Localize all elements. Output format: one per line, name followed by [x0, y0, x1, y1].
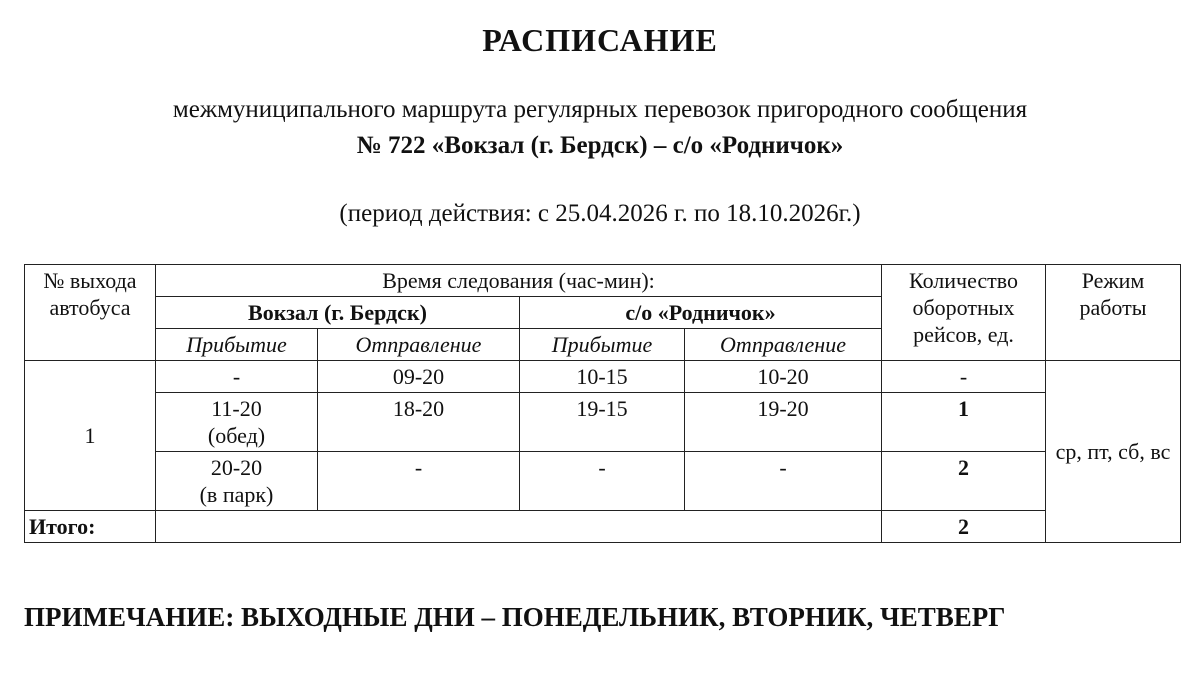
trip-count-cell: 1 [882, 393, 1046, 452]
schedule-note: ПРИМЕЧАНИЕ: ВЫХОДНЫЕ ДНИ – ПОНЕДЕЛЬНИК, ВТОРНИК, ЧЕТВЕРГ [24, 602, 1006, 632]
rodnichok-arrival-cell: 19-15 [520, 393, 685, 452]
header-station-vokzal: Вокзал (г. Бердск) [156, 297, 520, 329]
vokzal-departure-cell: - [318, 452, 520, 511]
operating-mode-cell: ср, пт, сб, вс [1046, 361, 1181, 543]
vokzal-arrival-cell: - [156, 361, 318, 393]
rodnichok-departure-cell: 19-20 [685, 393, 882, 452]
rodnichok-arrival-cell: 10-15 [520, 361, 685, 393]
arrival-note: (в парк) [199, 482, 274, 507]
vokzal-departure-cell: 09-20 [318, 361, 520, 393]
arrival-note: (обед) [207, 423, 266, 448]
route-description [0, 92, 1200, 164]
table-row [25, 361, 1181, 393]
rodnichok-departure-cell: 10-20 [685, 361, 882, 393]
header-vokzal-arrival: Прибытие [156, 329, 318, 361]
arrival-time: 11-20 [211, 396, 262, 421]
rodnichok-arrival-cell: - [520, 452, 685, 511]
total-spacer [156, 511, 882, 543]
arrival-time: 20-20 [210, 455, 263, 480]
header-vokzal-departure: Отправление [318, 329, 520, 361]
header-operating-mode: Режим работы [1046, 265, 1181, 361]
vokzal-arrival-cell [156, 393, 318, 452]
total-label: Итого: [25, 511, 156, 543]
total-row [25, 511, 1181, 543]
route-type: межмуниципального маршрута регулярных перевозок пригородного сообщения [172, 96, 1028, 123]
header-travel-time: Время следования (час-мин): [156, 265, 882, 297]
validity-period: (период действия: с 25.04.2026 г. по 18.10.2026г.) [339, 200, 861, 227]
schedule-table [24, 264, 1181, 543]
vokzal-arrival-cell [156, 452, 318, 511]
header-bus-number: № выхода автобуса [25, 265, 156, 361]
header-trip-count: Количество оборотных рейсов, ед. [882, 265, 1046, 361]
trip-count-cell: 2 [882, 452, 1046, 511]
route-name: № 722 «Вокзал (г. Бердск) – с/о «Родничок» [356, 132, 844, 159]
table-row [25, 393, 1181, 452]
rodnichok-departure-cell: - [685, 452, 882, 511]
header-rodnichok-arrival: Прибытие [520, 329, 685, 361]
trip-count-cell: - [882, 361, 1046, 393]
header-station-rodnichok: с/о «Родничок» [520, 297, 882, 329]
total-trip-count: 2 [882, 511, 1046, 543]
vokzal-departure-cell: 18-20 [318, 393, 520, 452]
page-title: РАСПИСАНИЕ [482, 22, 718, 58]
table-row [25, 452, 1181, 511]
header-rodnichok-departure: Отправление [685, 329, 882, 361]
bus-number-cell: 1 [25, 361, 156, 511]
